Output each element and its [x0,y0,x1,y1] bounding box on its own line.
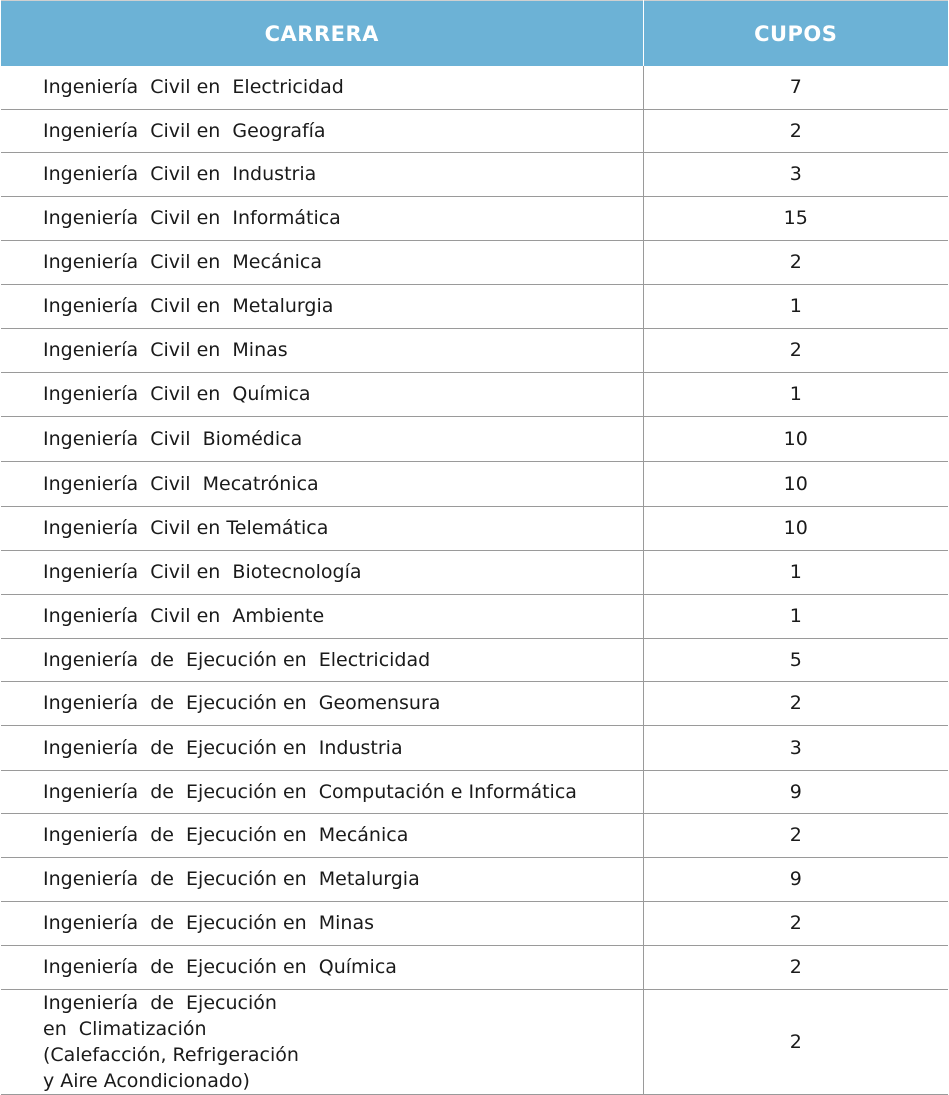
cupos-cell: 2 [643,945,948,989]
cupos-cell: 1 [643,594,948,638]
carrera-cell: Ingeniería de Ejecución en Electricidad [1,638,643,681]
carrera-cell: Ingeniería Civil en Metalurgia [1,284,643,328]
cupos-cell: 2 [643,109,948,152]
table-row [1,945,948,989]
carrera-cell: Ingeniería de Ejecución en Geomensura [1,681,643,725]
carrera-cell: Ingeniería Civil en Industria [1,152,643,196]
carrera-cell: Ingeniería Civil en Mecánica [1,240,643,284]
carrera-cell: Ingeniería de Ejecución en Mecánica [1,813,643,857]
table-row [1,594,948,638]
cupos-cell: 2 [643,989,948,1094]
carrera-cell: Ingeniería de Ejecución en Industria [1,725,643,770]
carrera-cell: Ingeniería de Ejecución en Computación e Informática [1,770,643,813]
carrera-cell: Ingeniería Civil en Electricidad [1,66,643,109]
carrera-cell: Ingeniería Civil en Informática [1,196,643,240]
table-row [1,284,948,328]
table-row [1,550,948,594]
cupos-cell: 2 [643,240,948,284]
carrera-cell: Ingeniería de Ejecución en Minas [1,901,643,945]
table-row [1,506,948,550]
carrera-cell: Ingeniería de Ejecución en Química [1,945,643,989]
carrera-cell: Ingeniería Civil en Telemática [1,506,643,550]
table-row [1,372,948,416]
cupos-cell: 10 [643,461,948,506]
carrera-cell: Ingeniería Civil Biomédica [1,416,643,461]
cupos-cell: 10 [643,416,948,461]
table-row [1,813,948,857]
cupos-cell: 2 [643,901,948,945]
table-row [1,725,948,770]
carrera-cell: Ingeniería Civil Mecatrónica [1,461,643,506]
cupos-table [1,0,948,1095]
table-row [1,66,948,109]
cupos-cell: 1 [643,284,948,328]
cupos-cell: 15 [643,196,948,240]
table-row [1,109,948,152]
cupos-cell: 2 [643,681,948,725]
table-row [1,461,948,506]
cupos-cell: 10 [643,506,948,550]
cupos-cell: 2 [643,813,948,857]
cupos-cell: 7 [643,66,948,109]
table-row [1,240,948,284]
cupos-cell: 9 [643,770,948,813]
carrera-cell: Ingeniería de Ejecución en Metalurgia [1,857,643,901]
cupos-cell: 5 [643,638,948,681]
carrera-cell: Ingeniería Civil en Química [1,372,643,416]
cupos-cell: 1 [643,550,948,594]
table-row [1,416,948,461]
table-row [1,681,948,725]
table-row [1,152,948,196]
table-row [1,196,948,240]
carrera-cell: Ingeniería Civil en Biotecnología [1,550,643,594]
cupos-cell: 9 [643,857,948,901]
carrera-cell: Ingeniería de Ejecución en Climatización (Calefacción, Refrigeración y Aire Acondicionado) [1,989,643,1094]
table-row [1,857,948,901]
cupos-cell: 2 [643,328,948,372]
table-row [1,901,948,945]
column-header-cupos: CUPOS [643,1,948,67]
table-header-row [1,1,948,67]
table-row [1,770,948,813]
table-row [1,328,948,372]
table-row [1,638,948,681]
carrera-cell: Ingeniería Civil en Ambiente [1,594,643,638]
table-row [1,989,948,1094]
carrera-cell: Ingeniería Civil en Minas [1,328,643,372]
carrera-cell: Ingeniería Civil en Geografía [1,109,643,152]
column-header-carrera: CARRERA [1,1,643,67]
cupos-cell: 3 [643,725,948,770]
cupos-cell: 1 [643,372,948,416]
cupos-cell: 3 [643,152,948,196]
